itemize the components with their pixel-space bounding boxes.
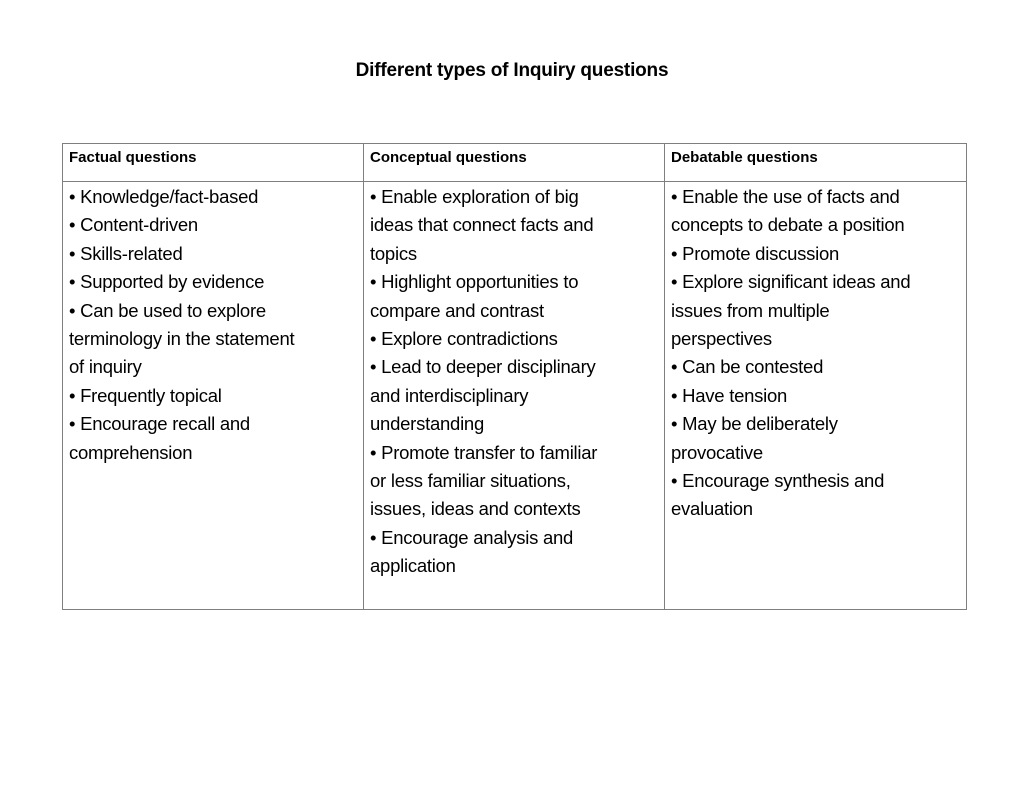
debatable-line: • Have tension [671, 384, 788, 406]
debatable-line: perspectives [671, 328, 772, 350]
debatable-line: issues from multiple [671, 299, 830, 321]
conceptual-line: topics [370, 242, 417, 264]
conceptual-line: compare and contrast [370, 299, 544, 321]
debatable-questions-cell [665, 182, 967, 610]
debatable-line: • Promote discussion [671, 242, 840, 264]
page-title: Different types of Inquiry questions [355, 60, 669, 81]
debatable-line: concepts to debate a position [671, 214, 905, 236]
factual-line: • Encourage recall and [69, 413, 250, 435]
table-header-row [63, 144, 967, 182]
factual-line: • Knowledge/fact-based [69, 186, 259, 207]
conceptual-line: • Lead to deeper disciplinary [370, 356, 596, 378]
header-factual-questions: Factual questions [63, 144, 364, 182]
debatable-line: evaluation [671, 498, 753, 520]
debatable-line: • May be deliberately [671, 413, 838, 435]
conceptual-line: ideas that connect facts and [370, 214, 594, 236]
conceptual-questions-cell [364, 182, 665, 610]
factual-line: • Can be used to explore [69, 299, 266, 321]
debatable-line: • Explore significant ideas and [671, 271, 911, 293]
header-conceptual-questions: Conceptual questions [364, 144, 665, 182]
debatable-line: • Encourage synthesis and [671, 470, 885, 492]
conceptual-line: understanding [370, 413, 485, 435]
debatable-line: • Can be contested [671, 356, 824, 378]
conceptual-line: or less familiar situations, [370, 470, 571, 492]
factual-line: terminology in the statement [69, 328, 295, 350]
table-body-row [63, 182, 967, 610]
factual-line: • Frequently topical [69, 384, 222, 406]
conceptual-line: issues, ideas and contexts [370, 498, 581, 520]
debatable-line: • Enable the use of facts and [671, 186, 900, 207]
header-debatable-questions: Debatable questions [665, 144, 967, 182]
inquiry-questions-table [62, 143, 967, 610]
debatable-line: provocative [671, 441, 763, 463]
conceptual-line: • Highlight opportunities to [370, 271, 579, 293]
factual-line: comprehension [69, 441, 193, 463]
conceptual-line: application [370, 555, 456, 577]
factual-line: • Supported by evidence [69, 271, 265, 293]
factual-line: • Content-driven [69, 214, 198, 236]
conceptual-line: • Promote transfer to familiar [370, 441, 598, 463]
factual-questions-cell [63, 182, 364, 610]
conceptual-line: • Encourage analysis and [370, 526, 574, 548]
conceptual-line: and interdisciplinary [370, 384, 529, 406]
conceptual-line: • Enable exploration of big [370, 186, 579, 207]
factual-line: • Skills-related [69, 242, 183, 264]
conceptual-line: • Explore contradictions [370, 328, 558, 350]
factual-line: of inquiry [69, 356, 142, 378]
